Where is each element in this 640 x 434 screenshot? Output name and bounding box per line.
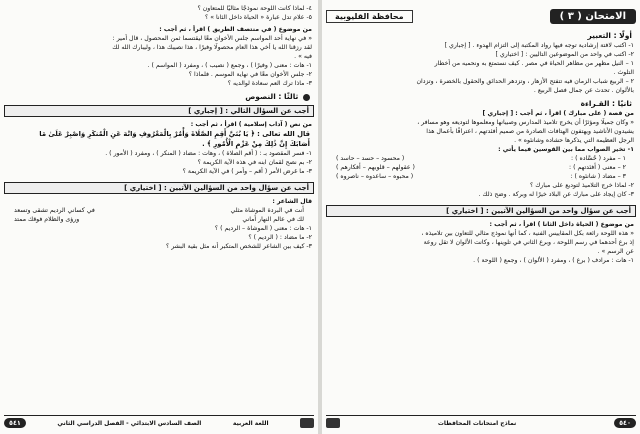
section-two-title: ثانيًا : القـراءة <box>580 99 632 108</box>
publisher-logo-icon <box>300 418 314 428</box>
left-page-number: ٥٤١ <box>4 418 26 428</box>
sec3-quran-2: أَصَابَكَ إِنَّ ذَٰلِكَ مِنْ عَزْمِ الْأُمُورِ ﴾ . <box>202 140 310 148</box>
sec3b-question-1: ١- هات : معنى ( الموشاة – الرديم ) ؟ <box>214 225 312 232</box>
left-footer-subject: اللغة العربية <box>232 419 269 427</box>
exam-label: الامتحان ( ٣ ) <box>550 9 636 24</box>
sec2-passage-1: « في نهاية أحد المواسم جلس الأخوان معًا ليقتسما ثمن المحصول ، قال أمير : <box>112 35 312 42</box>
poem-verse-second: في كساني الرديم تشقى وتسعد <box>14 207 95 214</box>
q2-question-2: ٢- لماذا خرج التلاميذ لتوديع على مبارك ؟ <box>529 182 634 189</box>
q2-question-3: ٣- كان إيجاد على مبارك عن البلاد خيرًا له وبركة . وضح ذلك . <box>478 191 634 198</box>
poem-verse-first: لك في عالم النهار أماني <box>242 216 304 223</box>
q3-passage-2: إذ برع أحدهما في رسم اللوحة ، وبرع الثاني في تلوينها ، وكانت الألوان لا تقل روعة <box>423 239 634 246</box>
poem-verse-second: ورؤى والظلام فوقك ممتد <box>14 216 80 223</box>
sec2-intro: من موضوع ( في منتصف الطريق ) اقرأ ، ثم أجب : <box>159 26 312 33</box>
q2-choice-prompt: ٢ – معنى ( أفئدتهم ) : <box>569 164 626 171</box>
sec3-intro: من نص ( آداب إسلامية ) اقرأ ، ثم أجب : <box>190 121 312 128</box>
sec3b-box-header: أجب عن سؤال واحد من السؤالين الآتيين : [ اختياري ] <box>4 182 314 194</box>
publisher-logo-icon <box>326 418 340 428</box>
sec2-question-3: ٣- ماذا ترك العم سعادة لوالديه ؟ <box>227 80 312 87</box>
left-top-line-1: ٤- لماذا كانت اللوحة نموذجًا مثاليًا للمتعاون ؟ <box>197 5 312 12</box>
right-footer <box>326 415 636 430</box>
q1-line-4: التلوث . <box>613 69 634 76</box>
q2-choice-row <box>322 154 640 163</box>
q3-passage-3: عن الرسم » . <box>597 248 634 255</box>
q3-intro: من موضوع ( الحياة داخل الثانا ) اقرأ ، ثم أجب : <box>489 221 634 228</box>
q2-passage-1: « وكان جميلًا ومؤثرًا أن يخرج تلاميذ المدارس وصبيانها ومعلموها لتوديعه وهو مسافر ، <box>417 119 634 126</box>
sec2-question-2: ٢- جلس الأخوان معًا في نهاية الموسم . فلماذا ؟ <box>188 71 312 78</box>
q2-choice-row <box>322 172 640 181</box>
section-three-title-text: ثالثًا : النصوص <box>245 92 299 101</box>
section-three-title <box>0 91 318 102</box>
left-page <box>0 0 318 434</box>
sec2-passage-2: لقد رزقنا الله يا أخي هذا العام محصولًا وفيرًا ، هذا نصيبك هذا ، وليبارك الله لك <box>112 44 312 51</box>
sec2-question-1: ١- هات : معنى ( وفيرًا ) ، وجمع ( نصيب ) ، ومفرد ( المواسم ) . <box>147 62 312 69</box>
q1-line-6: بالألوان . تحدث عن جمال فصل الربيع . <box>533 87 634 94</box>
q3-passage-1: « هذه اللوحة رائعة بكل المقاييس الفنية ، كما أنها نموذج مثالي للتعاون بين تلاميذه ، <box>421 230 634 237</box>
sec3b-question-3: ٣- كيف بين الشاعر للشخص المتكبر أنه مثل بقية البشر ؟ <box>166 243 312 250</box>
right-page <box>322 0 640 434</box>
bullet-icon <box>303 94 310 101</box>
section-one-title: أولًا : التعبير <box>587 31 632 40</box>
q3-question-1: ١- هات : مرادف ( برع ) ، ومفرد ( الألوان ) ، وجمع ( اللوحة ) . <box>473 257 634 264</box>
right-footer-series: نماذج امتحانات المحافظات <box>437 419 517 427</box>
poem-row <box>0 215 318 224</box>
q2-intro: من قصة ( على مبارك ) اقرأ ، ثم أجب : [ إجباري ] <box>482 110 634 117</box>
q2-choice-options: ( عقولهم – قلوبهم – أفكارهم ) <box>336 164 415 171</box>
q2-sub: ١- تخير الصواب مما بين القوسين فيما يأتي : <box>498 146 634 153</box>
poem-verse-first: أنت في البردة الموشاة مثلي <box>230 207 304 214</box>
q1-line-1: ١- اكتب لافتة إرشادية توجه فيها رواد المكتبة إلى التزام الهدوء . [ إجباري ] <box>444 42 634 49</box>
governorate-label: محافظة القليوبية <box>326 10 413 23</box>
sec3-question-2: ٢- بم نصح لقمان ابنه في هذه الآية الكريمة ؟ <box>197 159 312 166</box>
q2-choice-prompt: ٣ – مضاد ( شانئوه ) : <box>570 173 626 180</box>
left-top-line-2: ٥- علام تدل عبارة « الحياة داخل الثانا » ؟ <box>204 14 312 21</box>
poem-row <box>0 206 318 215</box>
left-footer <box>4 415 314 430</box>
sec3b-question-2: ٢- ما مضاد : ( الرديم ) ؟ <box>248 234 312 241</box>
q2-choice-options: ( محسود – حسد – حاسد ) <box>336 155 405 162</box>
sec3-box-header: أجب عن السؤال التالي : [ إجباري ] <box>4 105 314 117</box>
sec3b-intro: قال الشاعر : <box>272 198 312 205</box>
sec2-passage-3: فيه » . <box>294 53 312 60</box>
exam-header <box>326 6 636 26</box>
sec3-question-3: ٣- ما غرض الأمر ( أقم – وأمر ) في الآية الكريمة ؟ <box>182 168 312 175</box>
q2-choice-options: ( محبوه – ساعدوه – ناصروه ) <box>336 173 414 180</box>
q2-choice-row <box>322 163 640 172</box>
q1-line-3: ١ – النيل مظهر من مظاهر الحياة في مصر . كيف نستمتع به ونحميه من أخطار <box>434 60 634 67</box>
sec3-question-1: ١- فسر المقصود بـ : ( أقم الصلاة ) ، وهات : مضاد ( المنكر ) ، ومفرد ( الأمور ) . <box>105 150 312 157</box>
q2-choice-prompt: ١ – مفرد ( حُسَّاده ) : <box>571 155 626 162</box>
right-page-number: ٥٤٠ <box>614 418 636 428</box>
sec3-quran-1: قال الله تعالى : ﴿ يَا بُنَيَّ أَقِمِ الصَّلَاةَ وَأْمُرْ بِالْمَعْرُوفِ وَانْهَ عَنِ الْمُنكَرِ وَاصْبِرْ عَلَىٰ مَا <box>39 130 310 138</box>
q3-box-header: أجب عن سؤال واحد من السؤالين الآتيين : [ اختياري ] <box>326 205 636 217</box>
q2-passage-3: الرجل العظيمة التي يذكرها حشاده وشانئوه » . <box>514 137 634 144</box>
q1-line-5: ٢ – الربيع شباب الزمان فيه تتفتح الأزهار ، وتزدهر الحدائق والحقول بالخضرة ، وتزدان <box>416 78 634 85</box>
q1-line-2: ٢- اكتب في واحد من الموضوعين التاليين : [ اختياري ] <box>495 51 634 58</box>
left-footer-grade: الصف السادس الابتدائي - الفصل الدراسي الثاني <box>57 419 202 427</box>
q2-passage-2: يشيدون الأناشيد ويهتفون الهتافات الصادرة من صميم أفئدتهم ، اعترافًا بأعمال هذا <box>426 128 634 135</box>
